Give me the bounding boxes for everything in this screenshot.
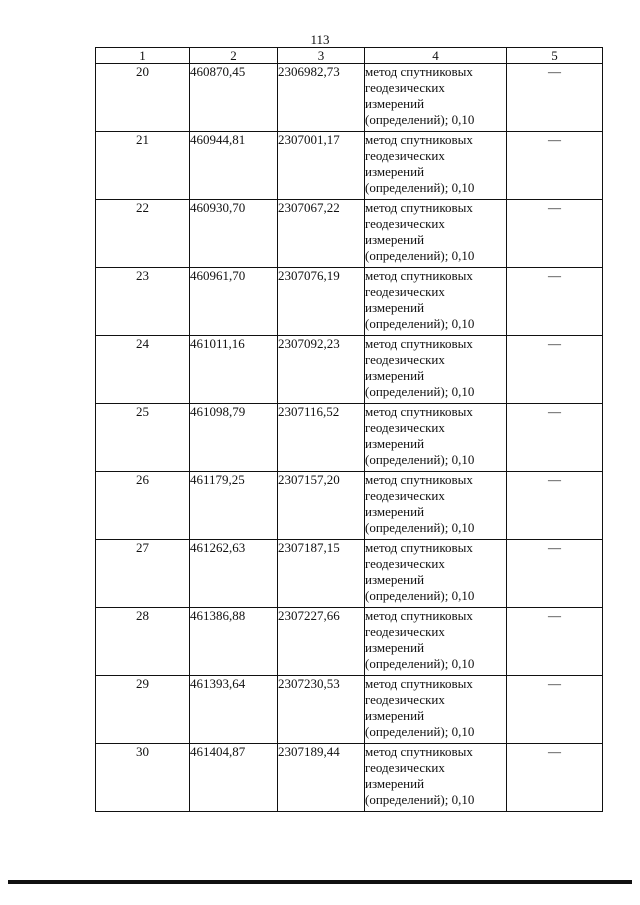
x-coordinate-cell: 460870,45 — [190, 64, 278, 132]
method-line: (определений); 0,10 — [365, 656, 475, 671]
y-coordinate-cell: 2306982,73 — [278, 64, 365, 132]
table-row — [96, 744, 603, 812]
dash-cell: — — [507, 64, 603, 132]
method-cell — [365, 472, 507, 540]
point-number-cell: 30 — [96, 744, 190, 812]
x-coordinate-cell: 461386,88 — [190, 608, 278, 676]
dash-cell: — — [507, 268, 603, 336]
point-number-cell: 21 — [96, 132, 190, 200]
method-line: измерений — [365, 572, 425, 587]
y-coordinate-cell: 2307116,52 — [278, 404, 365, 472]
dash-cell: — — [507, 744, 603, 812]
bottom-rule — [8, 880, 632, 884]
x-coordinate-cell: 461404,87 — [190, 744, 278, 812]
method-cell — [365, 676, 507, 744]
method-cell — [365, 64, 507, 132]
dash-cell: — — [507, 540, 603, 608]
column-header: 4 — [365, 48, 507, 64]
method-line: (определений); 0,10 — [365, 588, 475, 603]
dash-cell: — — [507, 404, 603, 472]
x-coordinate-cell: 461179,25 — [190, 472, 278, 540]
method-line: измерений — [365, 708, 425, 723]
method-cell — [365, 132, 507, 200]
method-line: метод спутниковых — [365, 744, 473, 759]
table-row — [96, 676, 603, 744]
page-number: 113 — [310, 32, 330, 47]
method-cell — [365, 404, 507, 472]
dash-cell: — — [507, 336, 603, 404]
method-line: геодезических — [365, 420, 445, 435]
point-number-cell: 20 — [96, 64, 190, 132]
method-line: (определений); 0,10 — [365, 180, 475, 195]
method-line: геодезических — [365, 352, 445, 367]
method-line: метод спутниковых — [365, 336, 473, 351]
x-coordinate-cell: 461393,64 — [190, 676, 278, 744]
y-coordinate-cell: 2307067,22 — [278, 200, 365, 268]
method-line: метод спутниковых — [365, 472, 473, 487]
dash-cell: — — [507, 132, 603, 200]
table-row — [96, 200, 603, 268]
method-line: измерений — [365, 300, 425, 315]
method-cell — [365, 540, 507, 608]
table-row — [96, 336, 603, 404]
table-body — [96, 64, 603, 812]
column-header: 1 — [96, 48, 190, 64]
method-line: (определений); 0,10 — [365, 520, 475, 535]
method-line: геодезических — [365, 80, 445, 95]
point-number-cell: 28 — [96, 608, 190, 676]
method-line: метод спутниковых — [365, 64, 473, 79]
x-coordinate-cell: 460930,70 — [190, 200, 278, 268]
dash-cell: — — [507, 608, 603, 676]
method-line: (определений); 0,10 — [365, 724, 475, 739]
y-coordinate-cell: 2307092,23 — [278, 336, 365, 404]
table-row — [96, 132, 603, 200]
table-row — [96, 404, 603, 472]
dash-cell: — — [507, 472, 603, 540]
x-coordinate-cell: 461262,63 — [190, 540, 278, 608]
x-coordinate-cell: 461098,79 — [190, 404, 278, 472]
x-coordinate-cell: 460944,81 — [190, 132, 278, 200]
method-line: измерений — [365, 640, 425, 655]
coordinates-table — [95, 47, 603, 812]
table-row — [96, 268, 603, 336]
table-row — [96, 472, 603, 540]
method-line: (определений); 0,10 — [365, 384, 475, 399]
method-line: (определений); 0,10 — [365, 316, 475, 331]
point-number-cell: 29 — [96, 676, 190, 744]
x-coordinate-cell: 460961,70 — [190, 268, 278, 336]
point-number-cell: 23 — [96, 268, 190, 336]
column-header: 3 — [278, 48, 365, 64]
method-line: геодезических — [365, 284, 445, 299]
method-cell — [365, 336, 507, 404]
method-line: метод спутниковых — [365, 676, 473, 691]
method-line: измерений — [365, 776, 425, 791]
table-row — [96, 608, 603, 676]
table-header-row — [96, 48, 603, 64]
method-line: метод спутниковых — [365, 540, 473, 555]
method-line: метод спутниковых — [365, 608, 473, 623]
method-cell — [365, 200, 507, 268]
point-number-cell: 24 — [96, 336, 190, 404]
method-line: измерений — [365, 232, 425, 247]
y-coordinate-cell: 2307230,53 — [278, 676, 365, 744]
method-cell — [365, 744, 507, 812]
point-number-cell: 22 — [96, 200, 190, 268]
point-number-cell: 25 — [96, 404, 190, 472]
method-line: измерений — [365, 368, 425, 383]
method-line: (определений); 0,10 — [365, 112, 475, 127]
method-line: метод спутниковых — [365, 268, 473, 283]
column-header: 5 — [507, 48, 603, 64]
method-line: геодезических — [365, 556, 445, 571]
method-line: геодезических — [365, 148, 445, 163]
point-number-cell: 27 — [96, 540, 190, 608]
method-line: геодезических — [365, 760, 445, 775]
method-line: измерений — [365, 436, 425, 451]
method-line: метод спутниковых — [365, 132, 473, 147]
method-line: геодезических — [365, 692, 445, 707]
method-line: измерений — [365, 504, 425, 519]
method-line: измерений — [365, 164, 425, 179]
y-coordinate-cell: 2307189,44 — [278, 744, 365, 812]
method-line: метод спутниковых — [365, 200, 473, 215]
method-line: геодезических — [365, 488, 445, 503]
y-coordinate-cell: 2307187,15 — [278, 540, 365, 608]
method-cell — [365, 608, 507, 676]
y-coordinate-cell: 2307157,20 — [278, 472, 365, 540]
table-row — [96, 64, 603, 132]
y-coordinate-cell: 2307076,19 — [278, 268, 365, 336]
point-number-cell: 26 — [96, 472, 190, 540]
y-coordinate-cell: 2307001,17 — [278, 132, 365, 200]
table-row — [96, 540, 603, 608]
method-line: (определений); 0,10 — [365, 452, 475, 467]
method-line: метод спутниковых — [365, 404, 473, 419]
dash-cell: — — [507, 200, 603, 268]
method-line: (определений); 0,10 — [365, 792, 475, 807]
x-coordinate-cell: 461011,16 — [190, 336, 278, 404]
method-line: (определений); 0,10 — [365, 248, 475, 263]
method-line: геодезических — [365, 624, 445, 639]
dash-cell: — — [507, 676, 603, 744]
column-header: 2 — [190, 48, 278, 64]
method-cell — [365, 268, 507, 336]
method-line: геодезических — [365, 216, 445, 231]
y-coordinate-cell: 2307227,66 — [278, 608, 365, 676]
method-line: измерений — [365, 96, 425, 111]
